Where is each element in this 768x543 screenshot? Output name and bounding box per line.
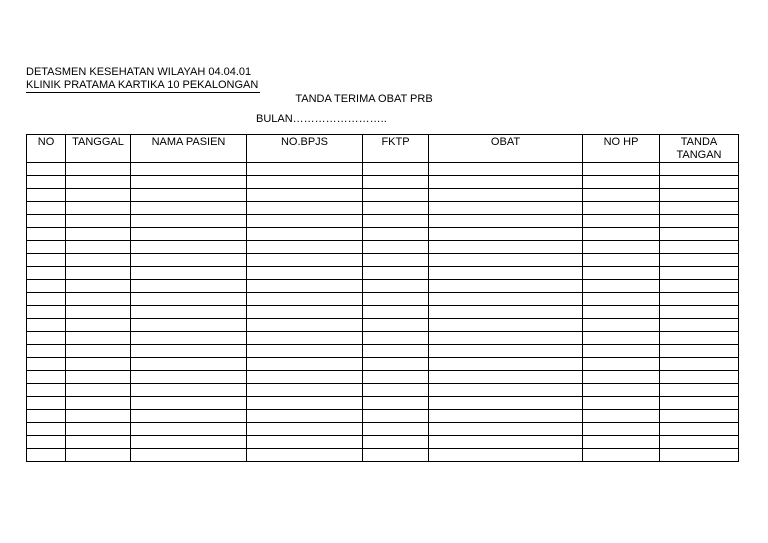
table-cell[interactable] [583, 423, 660, 436]
table-cell[interactable] [131, 241, 247, 254]
table-cell[interactable] [363, 332, 429, 345]
table-cell[interactable] [131, 293, 247, 306]
table-cell[interactable] [660, 176, 739, 189]
table-cell[interactable] [429, 254, 583, 267]
table-cell[interactable] [247, 228, 363, 241]
table-cell[interactable] [583, 436, 660, 449]
table-row [27, 397, 739, 410]
table-cell[interactable] [66, 384, 131, 397]
table-header-row [27, 135, 739, 163]
table-cell[interactable] [247, 202, 363, 215]
table-row [27, 202, 739, 215]
table-cell[interactable] [660, 280, 739, 293]
table-row [27, 358, 739, 371]
table-cell[interactable] [247, 358, 363, 371]
table-cell[interactable] [131, 436, 247, 449]
document-title: TANDA TERIMA OBAT PRB [295, 93, 433, 105]
table-cell[interactable] [583, 410, 660, 423]
table-cell[interactable] [131, 423, 247, 436]
table-cell[interactable] [131, 397, 247, 410]
table-cell[interactable] [583, 345, 660, 358]
table-cell[interactable] [27, 397, 66, 410]
table-cell[interactable] [583, 176, 660, 189]
table-cell[interactable] [247, 293, 363, 306]
table-cell[interactable] [429, 163, 583, 176]
table-cell[interactable] [131, 254, 247, 267]
table-row [27, 163, 739, 176]
table-cell[interactable] [66, 306, 131, 319]
table-cell[interactable] [660, 397, 739, 410]
table-cell[interactable] [429, 410, 583, 423]
table-cell[interactable] [363, 215, 429, 228]
table-cell[interactable] [583, 267, 660, 280]
table-row [27, 410, 739, 423]
table-cell[interactable] [363, 449, 429, 462]
table-cell[interactable] [247, 345, 363, 358]
table-cell[interactable] [583, 215, 660, 228]
table-row [27, 384, 739, 397]
table-row [27, 176, 739, 189]
table-cell[interactable] [66, 163, 131, 176]
table-cell[interactable] [583, 332, 660, 345]
table-cell[interactable] [66, 293, 131, 306]
table-cell[interactable] [583, 241, 660, 254]
table-cell[interactable] [27, 241, 66, 254]
table-cell[interactable] [429, 306, 583, 319]
table-cell[interactable] [131, 371, 247, 384]
column-header-signature: TANDA TANGAN [660, 135, 739, 163]
table-cell[interactable] [247, 410, 363, 423]
table-cell[interactable] [429, 241, 583, 254]
column-header-phone: NO HP [583, 135, 660, 163]
table-cell[interactable] [363, 293, 429, 306]
table-cell[interactable] [660, 241, 739, 254]
table-cell[interactable] [363, 189, 429, 202]
table-cell[interactable] [66, 397, 131, 410]
table-cell[interactable] [660, 358, 739, 371]
table-cell[interactable] [247, 241, 363, 254]
table-cell[interactable] [363, 202, 429, 215]
table-cell[interactable] [660, 293, 739, 306]
table-cell[interactable] [66, 189, 131, 202]
table-cell[interactable] [660, 423, 739, 436]
table-cell[interactable] [583, 254, 660, 267]
table-cell[interactable] [363, 410, 429, 423]
table-cell[interactable] [363, 384, 429, 397]
column-header-fktp: FKTP [363, 135, 429, 163]
table-cell[interactable] [583, 358, 660, 371]
table-cell[interactable] [583, 280, 660, 293]
column-header-no: NO [27, 135, 66, 163]
table-cell[interactable] [660, 267, 739, 280]
table-cell[interactable] [247, 254, 363, 267]
table-cell[interactable] [66, 228, 131, 241]
table-cell[interactable] [660, 189, 739, 202]
table-cell[interactable] [363, 280, 429, 293]
table-cell[interactable] [66, 241, 131, 254]
table-cell[interactable] [429, 397, 583, 410]
table-cell[interactable] [131, 163, 247, 176]
table-cell[interactable] [247, 176, 363, 189]
table-cell[interactable] [247, 163, 363, 176]
table-cell[interactable] [247, 189, 363, 202]
table-cell[interactable] [131, 332, 247, 345]
table-cell[interactable] [27, 306, 66, 319]
table-cell[interactable] [429, 215, 583, 228]
month-field: BULAN…………………….. [256, 113, 387, 125]
column-header-date: TANGGAL [66, 135, 131, 163]
table-cell[interactable] [583, 397, 660, 410]
table-cell[interactable] [247, 267, 363, 280]
table-row [27, 371, 739, 384]
table-cell[interactable] [27, 319, 66, 332]
table-cell[interactable] [131, 280, 247, 293]
table-cell[interactable] [247, 319, 363, 332]
table-cell[interactable] [27, 215, 66, 228]
table-cell[interactable] [66, 202, 131, 215]
table-cell[interactable] [27, 436, 66, 449]
table-cell[interactable] [247, 384, 363, 397]
table-cell[interactable] [363, 371, 429, 384]
table-row [27, 254, 739, 267]
column-header-bpjs-number: NO.BPJS [247, 135, 363, 163]
table-row [27, 423, 739, 436]
table-row [27, 280, 739, 293]
table-body [27, 163, 739, 462]
table-cell[interactable] [363, 397, 429, 410]
table-cell[interactable] [363, 436, 429, 449]
table-row [27, 267, 739, 280]
table-cell[interactable] [131, 345, 247, 358]
table-cell[interactable] [247, 423, 363, 436]
table-cell[interactable] [583, 319, 660, 332]
table-cell[interactable] [131, 267, 247, 280]
table-cell[interactable] [66, 215, 131, 228]
table-cell[interactable] [247, 371, 363, 384]
table-cell[interactable] [131, 215, 247, 228]
table-row [27, 215, 739, 228]
table-cell[interactable] [363, 319, 429, 332]
table-cell[interactable] [27, 410, 66, 423]
table-cell[interactable] [660, 215, 739, 228]
table-cell[interactable] [66, 332, 131, 345]
table-cell[interactable] [660, 410, 739, 423]
table-cell[interactable] [363, 423, 429, 436]
table-cell[interactable] [429, 267, 583, 280]
table-cell[interactable] [66, 449, 131, 462]
table-cell[interactable] [27, 228, 66, 241]
table-cell[interactable] [429, 319, 583, 332]
table-cell[interactable] [131, 319, 247, 332]
table-cell[interactable] [429, 345, 583, 358]
table-row [27, 189, 739, 202]
table-cell[interactable] [131, 189, 247, 202]
table-cell[interactable] [247, 306, 363, 319]
table-cell[interactable] [660, 345, 739, 358]
table-cell[interactable] [660, 163, 739, 176]
clinic-name: KLINIK PRATAMA KARTIKA 10 PEKALONGAN [26, 79, 259, 91]
table-cell[interactable] [66, 423, 131, 436]
table-row [27, 241, 739, 254]
table-cell[interactable] [429, 423, 583, 436]
table-cell[interactable] [27, 163, 66, 176]
table-cell[interactable] [131, 176, 247, 189]
table-cell[interactable] [131, 228, 247, 241]
table-cell[interactable] [66, 319, 131, 332]
table-cell[interactable] [27, 423, 66, 436]
table-cell[interactable] [429, 332, 583, 345]
table-cell[interactable] [363, 254, 429, 267]
table-row [27, 332, 739, 345]
table-cell[interactable] [131, 202, 247, 215]
table-cell[interactable] [429, 189, 583, 202]
table-cell[interactable] [660, 202, 739, 215]
table-cell[interactable] [660, 319, 739, 332]
table-cell[interactable] [131, 358, 247, 371]
receipt-table [26, 134, 739, 462]
table-cell[interactable] [583, 163, 660, 176]
table-cell[interactable] [429, 358, 583, 371]
table-row [27, 345, 739, 358]
table-cell[interactable] [363, 176, 429, 189]
table-cell[interactable] [27, 293, 66, 306]
table-cell[interactable] [363, 163, 429, 176]
table-cell[interactable] [66, 371, 131, 384]
table-cell[interactable] [66, 254, 131, 267]
table-cell[interactable] [131, 306, 247, 319]
table-cell[interactable] [131, 384, 247, 397]
table-cell[interactable] [660, 306, 739, 319]
table-cell[interactable] [583, 202, 660, 215]
table-cell[interactable] [363, 241, 429, 254]
organization-name: DETASMEN KESEHATAN WILAYAH 04.04.01 [26, 66, 252, 78]
table-cell[interactable] [247, 215, 363, 228]
table-cell[interactable] [660, 436, 739, 449]
table-cell[interactable] [363, 306, 429, 319]
column-header-medicine: OBAT [429, 135, 583, 163]
table-cell[interactable] [27, 254, 66, 267]
table-cell[interactable] [27, 280, 66, 293]
table-cell[interactable] [27, 267, 66, 280]
table-cell[interactable] [429, 293, 583, 306]
table-row [27, 449, 739, 462]
table-cell[interactable] [27, 371, 66, 384]
table-row [27, 228, 739, 241]
table-cell[interactable] [247, 436, 363, 449]
table-cell[interactable] [429, 384, 583, 397]
table-cell[interactable] [429, 228, 583, 241]
column-header-patient-name: NAMA PASIEN [131, 135, 247, 163]
table-cell[interactable] [27, 189, 66, 202]
table-cell[interactable] [66, 176, 131, 189]
table-cell[interactable] [363, 228, 429, 241]
table-cell[interactable] [131, 449, 247, 462]
table-cell[interactable] [27, 202, 66, 215]
table-cell[interactable] [66, 267, 131, 280]
table-cell[interactable] [247, 332, 363, 345]
table-cell[interactable] [660, 254, 739, 267]
table-row [27, 293, 739, 306]
table-cell[interactable] [660, 384, 739, 397]
table-cell[interactable] [27, 384, 66, 397]
table-cell[interactable] [429, 436, 583, 449]
table-cell[interactable] [660, 371, 739, 384]
table-cell[interactable] [660, 228, 739, 241]
table-cell[interactable] [27, 345, 66, 358]
table-cell[interactable] [429, 280, 583, 293]
table-cell[interactable] [429, 176, 583, 189]
table-cell[interactable] [66, 280, 131, 293]
table-cell[interactable] [27, 449, 66, 462]
table-cell[interactable] [429, 371, 583, 384]
table-cell[interactable] [27, 358, 66, 371]
table-cell[interactable] [583, 449, 660, 462]
table-cell[interactable] [363, 358, 429, 371]
table-row [27, 306, 739, 319]
table-cell[interactable] [583, 306, 660, 319]
table-cell[interactable] [429, 449, 583, 462]
table-cell[interactable] [247, 280, 363, 293]
table-cell[interactable] [583, 293, 660, 306]
table-cell[interactable] [583, 384, 660, 397]
table-cell[interactable] [363, 267, 429, 280]
table-row [27, 436, 739, 449]
table-cell[interactable] [66, 436, 131, 449]
table-cell[interactable] [660, 332, 739, 345]
table-cell[interactable] [247, 449, 363, 462]
table-cell[interactable] [27, 332, 66, 345]
table-cell[interactable] [27, 176, 66, 189]
table-cell[interactable] [66, 345, 131, 358]
table-cell[interactable] [131, 410, 247, 423]
table-cell[interactable] [583, 189, 660, 202]
table-row [27, 319, 739, 332]
table-cell[interactable] [66, 358, 131, 371]
table-cell[interactable] [660, 449, 739, 462]
table-cell[interactable] [363, 345, 429, 358]
table-cell[interactable] [429, 202, 583, 215]
table-cell[interactable] [583, 228, 660, 241]
table-cell[interactable] [583, 371, 660, 384]
table-cell[interactable] [66, 410, 131, 423]
table-cell[interactable] [247, 397, 363, 410]
